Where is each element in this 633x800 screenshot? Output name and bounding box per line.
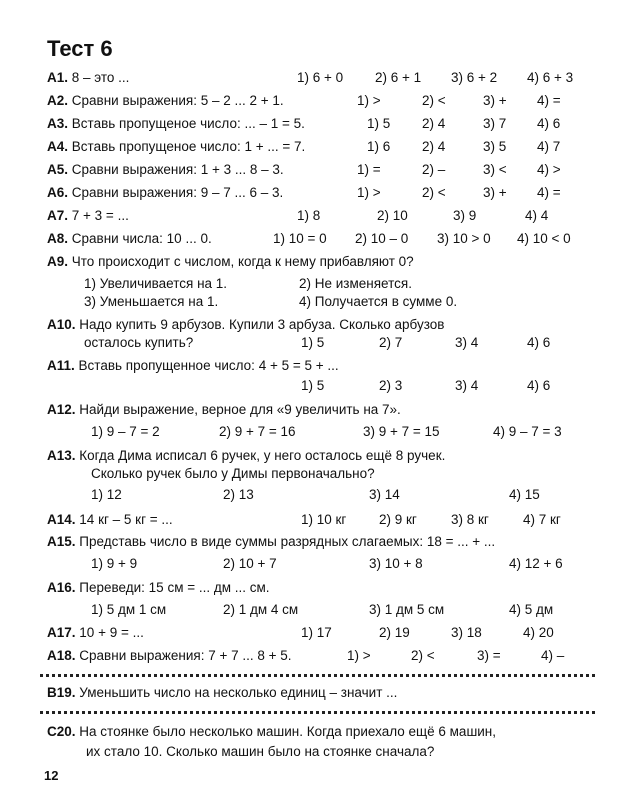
option-1[interactable]: 1) >: [357, 93, 381, 108]
question-number: А4.: [47, 139, 69, 154]
question-number: А1.: [47, 70, 69, 85]
option-4[interactable]: 4) 7: [537, 139, 561, 154]
question-number: А10.: [47, 317, 76, 332]
option-1[interactable]: 1) 5: [301, 335, 325, 350]
option-2[interactable]: 2) Не изменяется.: [299, 276, 412, 291]
option-2[interactable]: 2) 6 + 1: [375, 70, 422, 85]
question-a11: [47, 358, 592, 376]
question-a16-options: [47, 602, 592, 620]
section-divider: [40, 674, 595, 677]
option-4[interactable]: 4) 15: [509, 487, 540, 502]
option-3[interactable]: 3) 4: [455, 378, 479, 393]
option-3[interactable]: 3) 8 кг: [451, 512, 489, 527]
option-2[interactable]: 2) 9 кг: [379, 512, 417, 527]
page-number: 12: [44, 768, 59, 783]
option-3[interactable]: 3) +: [483, 185, 507, 200]
question-number: А5.: [47, 162, 69, 177]
question-a14: [47, 512, 592, 530]
option-2[interactable]: 2) 4: [422, 139, 446, 154]
question-text: Переведи: 15 см = ... дм ... см.: [79, 580, 270, 595]
option-2[interactable]: 2) 1 дм 4 см: [223, 602, 299, 617]
question-text: Уменьшить число на несколько единиц – значит ...: [79, 685, 398, 700]
option-3[interactable]: 3) 14: [369, 487, 400, 502]
test-title: Тест 6: [47, 36, 113, 61]
question-a2: [47, 93, 592, 111]
question-a13-options: [47, 487, 592, 505]
question-number: С20.: [47, 724, 76, 739]
question-a15-options: [47, 556, 592, 574]
option-1[interactable]: 1) 10 = 0: [273, 231, 327, 246]
option-3[interactable]: 3) 10 > 0: [437, 231, 491, 246]
question-a9: [47, 254, 592, 272]
option-2[interactable]: 2) 10: [377, 208, 408, 223]
option-3[interactable]: 3) 9: [453, 208, 477, 223]
question-a12-options: [47, 424, 592, 442]
option-2[interactable]: 2) 13: [223, 487, 254, 502]
question-a1: [47, 70, 592, 88]
option-3[interactable]: 3) <: [483, 162, 507, 177]
option-2[interactable]: 2) 19: [379, 625, 410, 640]
option-1[interactable]: 1) 10 кг: [301, 512, 347, 527]
question-text: 8 – это ...: [71, 70, 130, 85]
question-text: 14 кг – 5 кг = ...: [79, 512, 173, 527]
question-text: Представь число в виде суммы разрядных слагаемых: 18 = ... + ...: [79, 534, 496, 549]
question-a12: [47, 402, 592, 420]
question-text: Сравни выражения: 7 + 7 ... 8 + 5.: [79, 648, 292, 663]
option-2[interactable]: 2) 7: [379, 335, 403, 350]
option-4[interactable]: 4) >: [537, 162, 561, 177]
option-1[interactable]: 1) >: [357, 185, 381, 200]
option-4[interactable]: 4) 6: [527, 378, 551, 393]
question-a10: [47, 317, 592, 335]
option-2[interactable]: 2) 4: [422, 116, 446, 131]
question-number: А14.: [47, 512, 76, 527]
question-number: А13.: [47, 448, 76, 463]
question-text: На стоянке было несколько машин. Когда приехало ещё 6 машин,: [79, 724, 497, 739]
question-number: А2.: [47, 93, 69, 108]
question-a13: [47, 448, 592, 466]
option-1[interactable]: 1) 6 + 0: [297, 70, 344, 85]
option-1[interactable]: 1) 9 + 9: [91, 556, 138, 571]
question-a6: [47, 185, 592, 203]
option-3[interactable]: 3) 7: [483, 116, 507, 131]
question-text: Надо купить 9 арбузов. Купили 3 арбуза. Сколько арбузов: [79, 317, 445, 332]
question-text: Вставь пропущеное число: 1 + ... = 7.: [71, 139, 306, 154]
option-1[interactable]: 1) 5: [301, 378, 325, 393]
option-1[interactable]: 1) 6: [367, 139, 391, 154]
question-a15: [47, 534, 592, 552]
option-4[interactable]: 4) 6 + 3: [527, 70, 574, 85]
question-number: А9.: [47, 254, 69, 269]
option-3[interactable]: 3) 5: [483, 139, 507, 154]
question-a11-options: [47, 378, 592, 396]
question-number: А3.: [47, 116, 69, 131]
question-text: 10 + 9 = ...: [79, 625, 144, 640]
option-4[interactable]: 4) 9 – 7 = 3: [493, 424, 562, 439]
question-text: Сколько ручек было у Димы первоначально?: [91, 466, 375, 481]
question-number: А11.: [47, 358, 75, 373]
question-a3: [47, 116, 592, 134]
option-3[interactable]: 3) 9 + 7 = 15: [363, 424, 440, 439]
question-number: А17.: [47, 625, 76, 640]
question-text: Вставь пропущенное число: 4 + 5 = 5 + ...: [78, 358, 339, 373]
option-2[interactable]: 2) 3: [379, 378, 403, 393]
question-a16: [47, 580, 592, 598]
question-text: Найди выражение, верное для «9 увеличить на 7».: [79, 402, 401, 417]
option-1[interactable]: 1) 8: [297, 208, 321, 223]
option-2[interactable]: 2) –: [422, 162, 446, 177]
option-3[interactable]: 3) 18: [451, 625, 482, 640]
option-1[interactable]: 1) Увеличивается на 1.: [84, 276, 228, 291]
option-2[interactable]: 2) 10 + 7: [223, 556, 277, 571]
question-number: В19.: [47, 685, 76, 700]
question-a7: [47, 208, 592, 226]
question-number: А18.: [47, 648, 76, 663]
question-a9-options-row1: [47, 276, 592, 294]
option-4[interactable]: 4) Получается в сумме 0.: [299, 294, 458, 309]
question-c20-line2: [47, 744, 592, 762]
option-3[interactable]: 3) 10 + 8: [369, 556, 423, 571]
question-text: 7 + 3 = ...: [71, 208, 129, 223]
option-4[interactable]: 4) =: [537, 93, 561, 108]
question-a9-options-row2: [47, 294, 592, 312]
question-number: А6.: [47, 185, 69, 200]
question-text: их стало 10. Сколько машин было на стоянке сначала?: [86, 744, 435, 759]
option-3[interactable]: 3) Уменьшается на 1.: [84, 294, 219, 309]
question-text: Когда Дима исписал 6 ручек, у него осталось ещё 8 ручек.: [79, 448, 446, 463]
question-number: А16.: [47, 580, 76, 595]
question-number: А12.: [47, 402, 76, 417]
option-3[interactable]: 3) +: [483, 93, 507, 108]
question-b19: [47, 685, 592, 703]
question-text: осталось купить?: [84, 335, 194, 350]
question-a4: [47, 139, 592, 157]
option-4[interactable]: 4) =: [537, 185, 561, 200]
option-4[interactable]: 4) –: [541, 648, 565, 663]
question-text: Сравни выражения: 1 + 3 ... 8 – 3.: [71, 162, 284, 177]
option-1[interactable]: 1) 12: [91, 487, 122, 502]
question-a17: [47, 625, 592, 643]
option-1[interactable]: 1) >: [347, 648, 371, 663]
question-a10-line2: [47, 335, 592, 353]
option-3[interactable]: 3) 6 + 2: [451, 70, 498, 85]
option-2[interactable]: 2) <: [411, 648, 435, 663]
option-4[interactable]: 4) 6: [527, 335, 551, 350]
option-4[interactable]: 4) 4: [525, 208, 549, 223]
question-number: А15.: [47, 534, 76, 549]
option-1[interactable]: 1) 9 – 7 = 2: [91, 424, 160, 439]
question-a13-line2: [47, 466, 592, 484]
option-2[interactable]: 2) 10 – 0: [355, 231, 409, 246]
option-3[interactable]: 3) 4: [455, 335, 479, 350]
option-1[interactable]: 1) 17: [301, 625, 332, 640]
question-a8: [47, 231, 592, 249]
question-text: Сравни числа: 10 ... 0.: [71, 231, 212, 246]
question-text: Сравни выражения: 5 – 2 ... 2 + 1.: [71, 93, 284, 108]
option-2[interactable]: 2) <: [422, 93, 446, 108]
question-a18: [47, 648, 592, 666]
option-4[interactable]: 4) 7 кг: [523, 512, 561, 527]
question-a5: [47, 162, 592, 180]
option-1[interactable]: 1) =: [357, 162, 381, 177]
option-4[interactable]: 4) 20: [523, 625, 554, 640]
option-3[interactable]: 3) 1 дм 5 см: [369, 602, 445, 617]
section-divider: [40, 711, 595, 714]
option-4[interactable]: 4) 6: [537, 116, 561, 131]
option-4[interactable]: 4) 10 < 0: [517, 231, 571, 246]
question-c20: [47, 724, 592, 742]
option-1[interactable]: 1) 5 дм 1 см: [91, 602, 167, 617]
question-number: А7.: [47, 208, 69, 223]
question-text: Что происходит с числом, когда к нему прибавляют 0?: [71, 254, 414, 269]
option-3[interactable]: 3) =: [477, 648, 501, 663]
option-4[interactable]: 4) 12 + 6: [509, 556, 563, 571]
option-1[interactable]: 1) 5: [367, 116, 391, 131]
option-4[interactable]: 4) 5 дм: [509, 602, 554, 617]
option-2[interactable]: 2) 9 + 7 = 16: [219, 424, 296, 439]
question-text: Вставь пропущеное число: ... – 1 = 5.: [71, 116, 305, 131]
option-2[interactable]: 2) <: [422, 185, 446, 200]
question-number: А8.: [47, 231, 69, 246]
question-text: Сравни выражения: 9 – 7 ... 6 – 3.: [71, 185, 284, 200]
